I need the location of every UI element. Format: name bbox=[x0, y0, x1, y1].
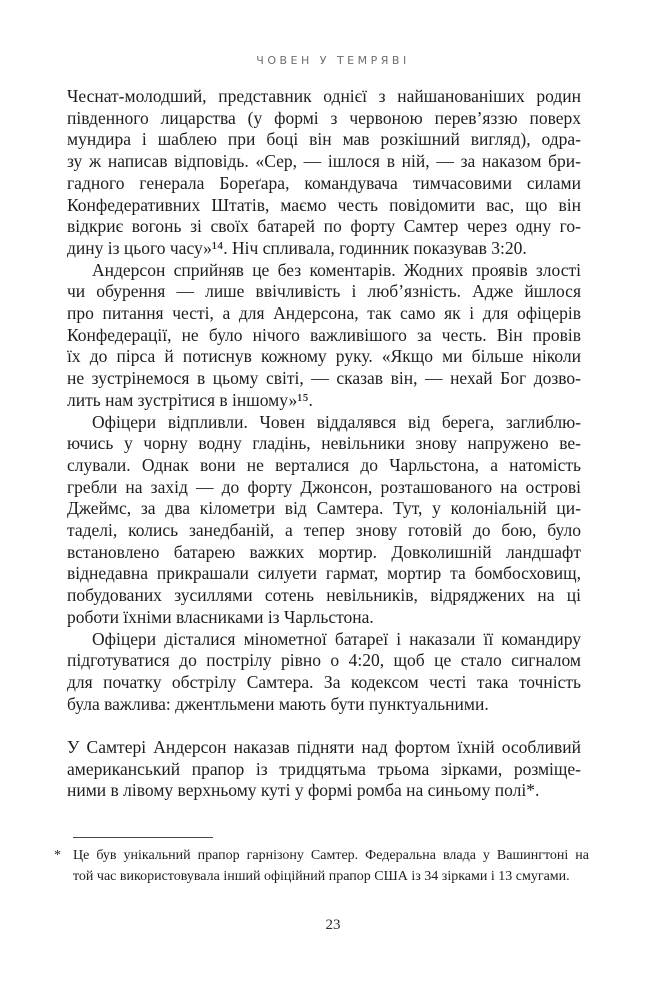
text-line: побудованих зусиллями сотень невільників, відряджених на ці bbox=[67, 585, 581, 606]
text-line: південного лицарства (у формі з червоною перев’яззю поверх bbox=[67, 107, 581, 128]
text-line: зу ж написав відповідь. «Сер, — ішлося в ній, — за наказом бри- bbox=[67, 151, 581, 172]
text-line: Чеснат-молодший, представник однієї з найшанованіших родин bbox=[67, 86, 581, 106]
text-line: встановлено батарею важких мортир. Довколишній ландшафт bbox=[67, 541, 581, 562]
page-number: 23 bbox=[325, 917, 341, 933]
footnote bbox=[54, 837, 589, 887]
text-line: мундира і шаблею при боці він мав розкішний вигляд), одра- bbox=[67, 129, 581, 150]
footnote-divider bbox=[73, 837, 213, 838]
text-line: про питання честі, а для Андерсона, так само як і для офіцерів bbox=[67, 303, 581, 324]
text-line: не зустрінемося в цьому світі, — сказав він, — нехай Бог дозво- bbox=[67, 368, 581, 389]
text-line: Конфедерації, не було нічого важливішого за честь. Він провів bbox=[67, 324, 581, 345]
text-line: Андерсон сприйняв це без коментарів. Жодних проявів злості bbox=[92, 259, 581, 280]
text-line: їх до пірса й потиснув кожному руку. «Якщо ми більше ніколи bbox=[67, 346, 581, 367]
paragraph bbox=[67, 86, 581, 260]
paragraph bbox=[67, 412, 581, 629]
footnote-marker: * bbox=[54, 848, 61, 863]
text-line: Джеймс, за два кілометри від Самтера. Тут, у колоніальній ци- bbox=[67, 498, 581, 519]
text-line: Офіцери відпливли. Човен віддалявся від берега, заглиблю- bbox=[92, 411, 581, 432]
text-line: гребли на захід — до форту Джонсон, розташованого на острові bbox=[67, 476, 581, 497]
text-line: американський прапор із тридцятьма трьома зірками, розміще- bbox=[67, 758, 581, 779]
paragraph bbox=[67, 629, 581, 716]
footnote-text bbox=[54, 846, 589, 887]
text-line: відкриє вогонь зі своїх батарей по форту Самтер через одну го- bbox=[67, 216, 581, 237]
text-line: була важлива: джентльмени мають бути пунктуальними. bbox=[67, 693, 489, 714]
text-line: Конфедеративних Штатів, маємо честь повідомити вас, що він bbox=[67, 194, 581, 215]
text-line: гадного генерала Бореґара, командувача тимчасовими силами bbox=[67, 172, 581, 193]
text-line: таделі, колись занедбаній, а тепер знову готовій до бою, було bbox=[67, 520, 581, 541]
text-line: ними в лівому верхньому куті у формі ромба на синьому полі*. bbox=[67, 780, 540, 801]
paragraph bbox=[67, 260, 581, 412]
text-line: роботи їхніми власниками із Чарльстона. bbox=[67, 606, 374, 627]
text-line: для початку обстрілу Самтера. За кодексом честі така точність bbox=[67, 671, 581, 692]
text-line: чи обурення — лише ввічливість і люб’язність. Адже йшлося bbox=[67, 281, 581, 302]
text-line: ючись у чорну водну гладінь, невільники знову напружено ве- bbox=[67, 433, 581, 454]
text-line: У Самтері Андерсон наказав підняти над фортом їхній особливий bbox=[67, 737, 581, 758]
text-line: дину із цього часу»¹⁴. Ніч спливала, годинник показував 3:20. bbox=[67, 237, 527, 258]
body-text bbox=[67, 86, 581, 802]
footnote-line: той час використовувала інший офіційний прапор США із 34 зірками і 13 смугами. bbox=[73, 868, 570, 884]
running-head: ЧОВЕН У ТЕМРЯВІ bbox=[256, 54, 410, 67]
text-line: Офіцери дісталися мінометної батареї і наказали її командиру bbox=[92, 628, 581, 649]
text-line: лить нам зустрітися в іншому»¹⁵. bbox=[67, 389, 313, 410]
text-line: віднедавна прикрашали силуети гармат, мортир та бомбосховищ, bbox=[67, 563, 581, 584]
paragraph bbox=[67, 737, 581, 802]
text-line: підготуватися до пострілу рівно о 4:20, щоб це стало сигналом bbox=[67, 650, 581, 671]
footnote-line: Це був унікальний прапор гарнізону Самтер. Федеральна влада у Вашингтоні на bbox=[73, 848, 589, 863]
text-line: слували. Однак вони не верталися до Чарльстона, а натомість bbox=[67, 454, 581, 475]
